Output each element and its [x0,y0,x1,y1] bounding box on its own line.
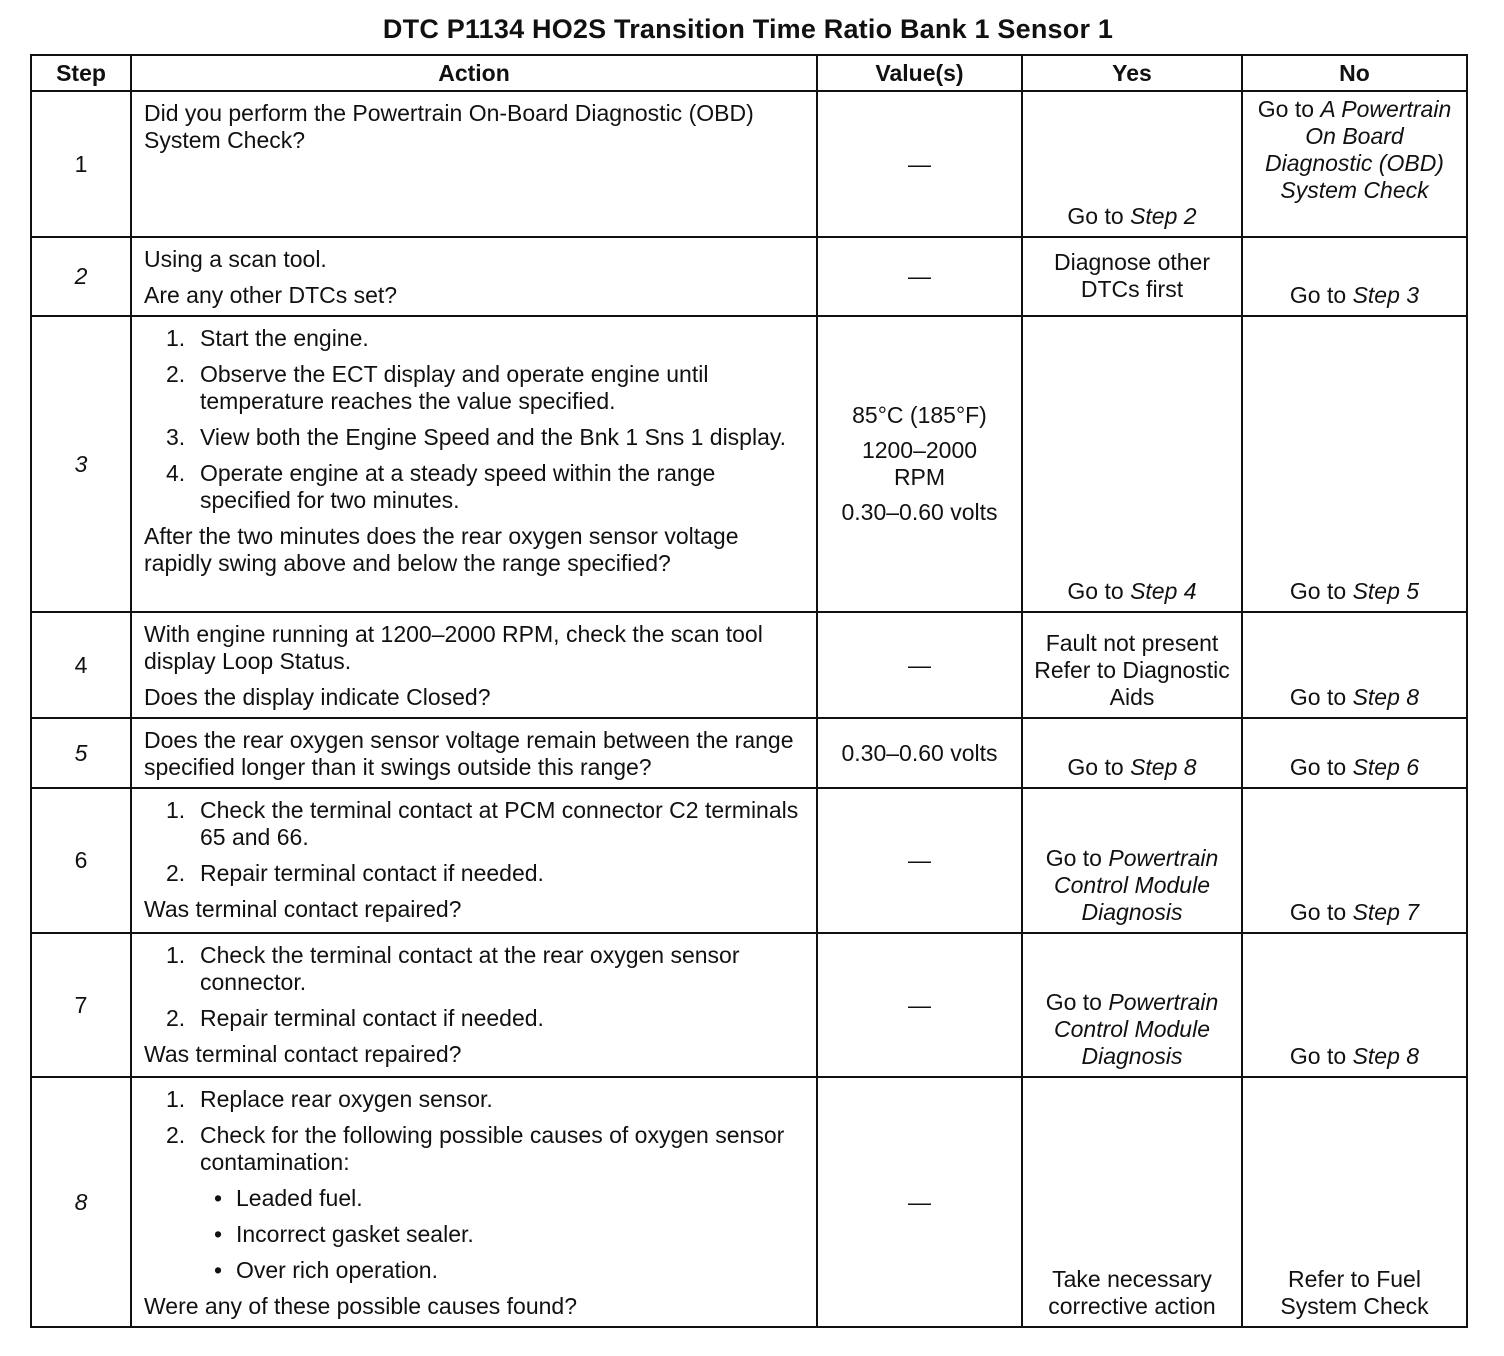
action-question: Are any other DTCs set? [144,282,398,308]
no-text: Go to [1289,899,1353,925]
bullet-item: • Over rich operation. [214,1257,438,1283]
value-text: — [908,991,931,1018]
value-text: — [908,847,931,873]
action-question: Does the display indicate Closed? [144,684,491,710]
no-cell [1242,718,1467,788]
action-question: Was terminal contact repaired? [144,896,462,922]
value-text: — [908,263,931,289]
no-text: Go to [1257,96,1321,122]
no-step-ref: Step 7 [1352,899,1420,925]
action-steps [144,942,806,1032]
diagnostic-table [30,54,1468,1328]
values-cell [817,91,1022,237]
value-text: — [908,651,931,678]
bullet-item: • Incorrect gasket sealer. [214,1221,474,1247]
no-text: Go to [1289,754,1353,780]
no-cell [1242,91,1467,237]
header-yes: Yes [1022,55,1242,91]
header-action: Action [131,55,817,91]
yes-text: Fault not present Refer to Diagnostic Aids [1034,630,1230,710]
action-steps [144,797,806,887]
yes-step-ref: Step 8 [1130,754,1197,780]
yes-cell [1022,933,1242,1077]
value-text: 0.30–0.60 volts [841,739,998,766]
no-text: Go to [1289,578,1353,604]
no-step-ref: Step 3 [1352,282,1420,308]
table-row [31,612,1467,718]
values-cell [817,933,1022,1077]
list-item: 2. Check for the following possible causes of oxygen sensor contamination: • Leaded fuel. • Incorrect gasket sealer. • Over rich operation. [144,1122,806,1284]
yes-text: Go to [1067,754,1131,780]
yes-cell [1022,237,1242,316]
table-row [31,1077,1467,1327]
yes-text: Go to [1067,578,1131,604]
values-cell [817,1077,1022,1327]
value-text: 0.30–0.60 volts [841,499,998,525]
list-item: 1. Replace rear oxygen sensor. [166,1086,493,1112]
action-text: With engine running at 1200–2000 RPM, check the scan tool display Loop Status. [144,621,763,674]
action-cell [131,1077,817,1327]
list-item: 3. View both the Engine Speed and the Bnk 1 Sns 1 display. [166,424,787,450]
list-item: 2. Repair terminal contact if needed. [166,1005,544,1031]
yes-step-ref: Powertrain Control Module Diagnosis [1054,845,1219,925]
no-cell [1242,612,1467,718]
table-row [31,933,1467,1077]
yes-text: Go to [1067,203,1131,229]
action-cell [131,91,817,237]
page-title: DTC P1134 HO2S Transition Time Ratio Bank 1 Sensor 1 [382,14,1114,44]
values-cell [817,237,1022,316]
no-text: Go to [1289,282,1353,308]
list-item: 4. Operate engine at a steady speed within the range specified for two minutes. [166,460,716,513]
values-cell [817,316,1022,612]
yes-text: Go to [1045,845,1109,871]
no-cell [1242,237,1467,316]
yes-cell [1022,1077,1242,1327]
step-number: 4 [31,612,131,718]
action-cell [131,316,817,612]
no-step-ref: Step 8 [1352,1043,1420,1069]
value-text: 85°C (185°F) [852,402,987,428]
header-values: Value(s) [817,55,1022,91]
action-question: Does the rear oxygen sensor voltage remain between the range specified longer than it swings outside this range? [144,727,794,780]
action-steps [144,1086,806,1284]
no-step-ref: Step 8 [1352,684,1420,710]
table-header-row [31,55,1467,91]
value-text: — [908,150,931,177]
table-row [31,316,1467,612]
no-cell [1242,316,1467,612]
no-text: Go to [1289,1043,1353,1069]
bullet-item: • Leaded fuel. [214,1185,363,1211]
action-cell [131,718,817,788]
action-text: Did you perform the Powertrain On-Board Diagnostic (OBD) System Check? [144,100,754,153]
yes-cell [1022,91,1242,237]
values-cell [817,612,1022,718]
yes-text: Take necessary corrective action [1048,1266,1216,1319]
yes-cell [1022,718,1242,788]
values-cell [817,718,1022,788]
yes-step-ref: Powertrain Control Module Diagnosis [1054,989,1219,1069]
yes-step-ref: Step 4 [1130,578,1197,604]
yes-cell [1022,788,1242,933]
yes-cell [1022,316,1242,612]
action-cell [131,237,817,316]
list-item: 1. Check the terminal contact at the rear oxygen sensor connector. [166,942,740,995]
table-row [31,91,1467,237]
action-cell [131,612,817,718]
no-cell [1242,933,1467,1077]
action-question: Were any of these possible causes found? [144,1293,578,1319]
action-cell [131,788,817,933]
action-text: Using a scan tool. [144,246,327,272]
step-number: 8 [31,1077,131,1327]
list-item: 1. Start the engine. [166,325,369,351]
table-row [31,788,1467,933]
yes-cell [1022,612,1242,718]
yes-text: Go to [1045,989,1109,1015]
action-question: After the two minutes does the rear oxygen sensor voltage rapidly swing above and below the range specified? [144,523,739,576]
value-text: 1200–2000 RPM [861,437,978,490]
header-no: No [1242,55,1467,91]
step-number: 5 [31,718,131,788]
no-text: Go to [1289,684,1353,710]
no-cell [1242,1077,1467,1327]
value-text: — [908,1188,931,1215]
values-cell [817,788,1022,933]
step-number: 3 [31,316,131,612]
list-item: 2. Observe the ECT display and operate engine until temperature reaches the value specified. [166,361,709,414]
no-step-ref: A Powertrain On Board Diagnostic (OBD) System Check [1265,96,1452,203]
header-step: Step [31,55,131,91]
no-step-ref: Step 6 [1352,754,1420,780]
list-item: 2. Repair terminal contact if needed. [166,860,544,886]
action-question: Was terminal contact repaired? [144,1041,462,1067]
yes-step-ref: Step 2 [1130,203,1197,229]
step-number: 1 [31,91,131,237]
yes-text: Diagnose other DTCs first [1054,248,1210,302]
contamination-causes [200,1185,806,1284]
action-cell [131,933,817,1077]
table-row [31,718,1467,788]
step-number: 7 [31,933,131,1077]
table-row [31,237,1467,316]
action-steps [144,325,806,514]
step-number: 2 [31,237,131,316]
no-step-ref: Step 5 [1352,578,1420,604]
no-cell [1242,788,1467,933]
step-number: 6 [31,788,131,933]
no-text: Refer to Fuel System Check [1280,1266,1429,1319]
list-item: 1. Check the terminal contact at PCM connector C2 terminals 65 and 66. [166,797,799,850]
